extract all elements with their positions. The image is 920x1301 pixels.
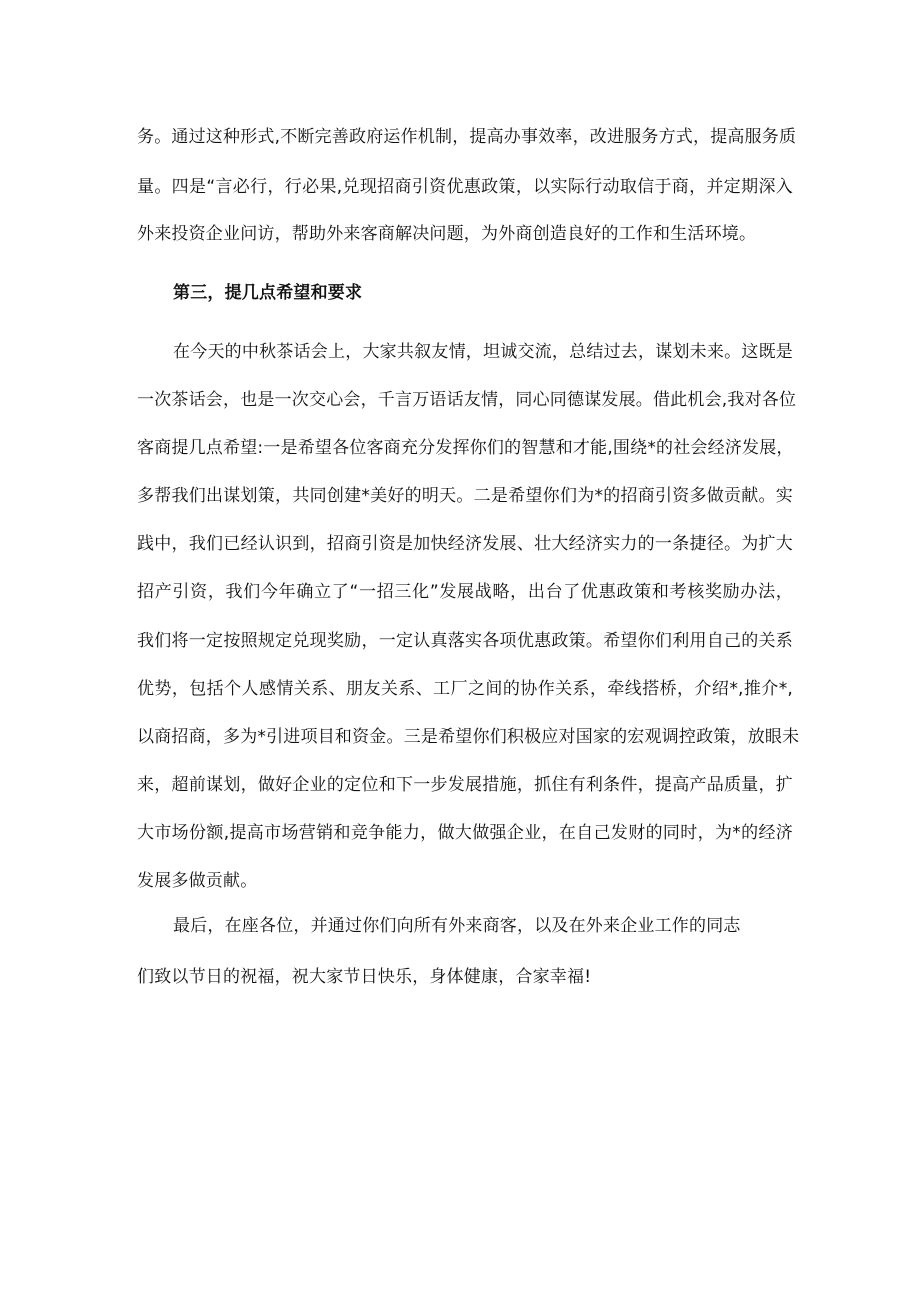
paragraph-line: 大市场份额,提高市场营销和竞争能力，做大做强企业，在自己发财的同时，为*的经济 (137, 823, 793, 843)
paragraph-line: 最后，在座各位，并通过你们向所有外来商客，以及在外来企业工作的同志 (173, 916, 741, 936)
paragraph-line: 发展多做贡献。 (137, 871, 258, 891)
paragraph-line: 多帮我们出谋划策，共同创建*美好的明天。二是希望你们为*的招商引资多做贡献。实 (137, 486, 793, 506)
paragraph-line: 一次茶话会，也是一次交心会，千言万语话友情，同心同德谋发展。借此机会,我对各位 (137, 390, 797, 410)
paragraph-line: 我们将一定按照规定兑现奖励，一定认真落实各项优惠政策。希望你们利用自己的关系 (137, 631, 793, 651)
paragraph-line: 务。通过这种形式,不断完善政府运作机制，提高办事效率，改进服务方式，提高服务质 (137, 127, 797, 147)
paragraph-line: 优势，包括个人感情关系、朋友关系、工厂之间的协作关系，牵线搭桥，介绍*,推介*, (137, 679, 793, 699)
paragraph-line: 量。四是“言必行，行必果,兑现招商引资优惠政策，以实际行动取信于商，并定期深入 (137, 177, 793, 197)
paragraph-line: 外来投资企业问访，帮助外来客商解决问题，为外商创造良好的工作和生活环境。 (137, 224, 757, 244)
paragraph-line: 在今天的中秋茶话会上，大家共叙友情，坦诚交流，总结过去，谋划未来。这既是 (173, 342, 793, 362)
paragraph-line: 们致以节日的祝福，祝大家节日快乐，身体健康，合家幸福! (137, 967, 592, 987)
paragraph-line: 以商招商，多为*引进项目和资金。三是希望你们积极应对国家的宏观调控政策，放眼未 (137, 727, 800, 747)
paragraph-line: 来，超前谋划，做好企业的定位和下一步发展措施，抓住有利条件，提高产品质量，扩 (137, 775, 793, 795)
paragraph-line: 践中，我们已经认识到，招商引资是加快经济发展、壮大经济实力的一条捷径。为扩大 (137, 534, 793, 554)
section-heading: 第三，提几点希望和要求 (173, 283, 363, 303)
paragraph-line: 客商提几点希望:一是希望各位客商充分发挥你们的智慧和才能,围绕*的社会经济发展， (137, 438, 794, 458)
paragraph-line: 招产引资，我们今年确立了“一招三化”发展战略，出台了优惠政策和考核奖励办法， (137, 582, 793, 602)
